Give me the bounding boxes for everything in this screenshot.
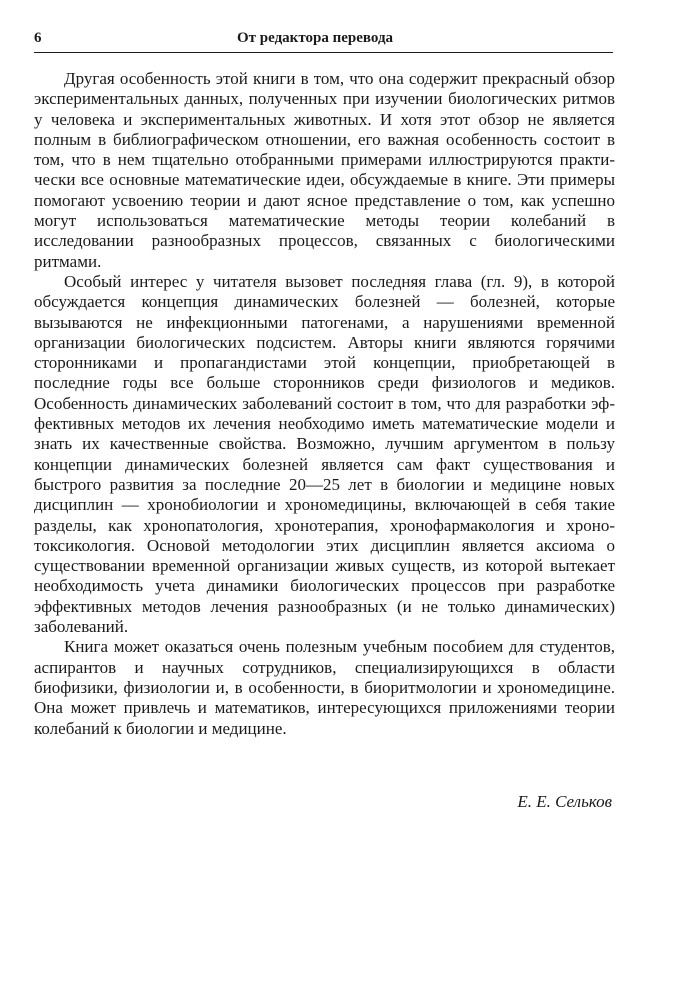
page-number: 6 <box>34 30 42 46</box>
page-header <box>34 26 613 53</box>
body-text <box>34 69 615 739</box>
running-title: От редактора перевода <box>237 30 394 46</box>
paragraph-1: Другая особенность этой книги в том, что она содержит прекрасный обзор экспериментальных данных, полученных при изучении биологических ритмов у человека и экспериментальных животных. И хотя этот обзор не является полным в библиографическом отношении, его важная особенность состоит в том, что в нем тщательно отобранными примерами иллюстрируются практически все основные математические идеи, обсуждаемые в книге. Эти примеры помогают усвоению теории и дают ясное представление о том, как успешно могут использоваться математические методы теории колебаний в исследовании разнообразных процессов, связанных с биологическими ритмами. <box>34 69 615 271</box>
paragraph-3: Книга может оказаться очень полезным учебным пособием для студентов, аспирантов и научных сотрудников, специализирующихся в области биофизики, физиологии и, в особенности, в биоритмологии и хрономедицине. Она может привлечь и математиков, интересующихся приложениями теории колебаний к биологии и медицине. <box>34 637 615 738</box>
editor-signature: Е. Е. Сельков <box>517 792 612 811</box>
paragraph-2: Особый интерес у читателя вызовет последняя глава (гл. 9), в которой обсуждается концепция динамических болезней — болезней, которые вызываются не инфекционными патогенами, а нарушениями временной организации биологических подсистем. Авторы книги являются горячими сторонниками и пропагандистами этой концепции, приобретающей в последние годы все больше сторонников среди физиологов и медиков. Особенность динамических заболеваний состоит в том, что для разработки эффективных методов их лечения необходимо иметь математические модели и знать их качественные свойства. Возможно, лучшим аргументом в пользу концепции динамических болезней является сам факт существования и быстрого развития за последние 20—25 лет в биологии и медицине новых дисциплин — хронобиологии и хрономедицины, включающей в себя такие разделы, как хронопатология, хронотерапия, хронофармакология и хронотоксикология. Основой методологии этих дисциплин является аксиома о существовании временной организации живых существ, из которой вытекает необходимость учета динамики биологических процессов при разработке эффективных методов лечения разнообразных (и не только динамических) заболеваний. <box>34 271 615 637</box>
